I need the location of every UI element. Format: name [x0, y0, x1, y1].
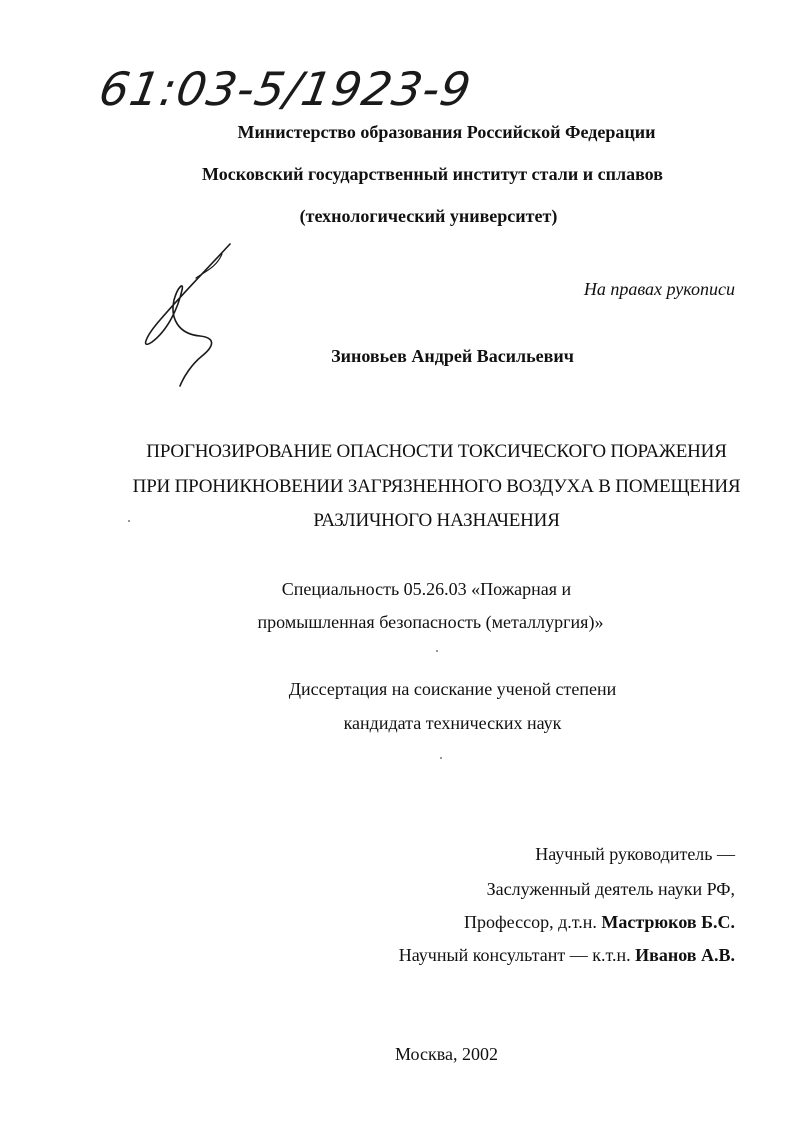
scan-speck	[440, 757, 442, 759]
city-and-year: Москва, 2002	[395, 1044, 498, 1064]
consultant-line	[399, 944, 735, 966]
author-name: Зиновьев Андрей Васильевич	[331, 346, 574, 366]
advisor-title: Профессор, д.т.н.	[463, 912, 602, 932]
scan-speck	[436, 650, 438, 652]
dissertation-title-line-2: ПРИ ПРОНИКНОВЕНИИ ЗАГРЯЗНЕННОГО ВОЗДУХА В ПОМЕЩЕНИЯ	[132, 476, 741, 497]
degree-line-1: Диссертация на соискание ученой степени	[288, 679, 617, 699]
institute-name: Московский государственный институт стали и сплавов	[202, 164, 663, 184]
consultant-name: Иванов А.В.	[635, 945, 735, 965]
advisor-line-3	[464, 911, 735, 933]
specialty-line-1: Специальность 05.26.03 «Пожарная и	[281, 579, 572, 599]
university-subtitle: (технологический университет)	[299, 206, 558, 226]
degree-line-2: кандидата технических наук	[343, 713, 562, 733]
specialty-line-2: промышленная безопасность (металлургия)»	[257, 612, 604, 632]
scan-speck	[128, 520, 130, 522]
advisor-name: Мастрюков Б.С.	[601, 912, 735, 932]
ministry-name: Министерство образования Российской Федерации	[237, 122, 656, 142]
advisor-line-2: Заслуженный деятель науки РФ,	[486, 879, 735, 899]
rights-reserved-note: На правах рукописи	[583, 279, 735, 299]
consultant-title: Научный консультант — к.т.н.	[398, 945, 636, 965]
dissertation-title-line-3: РАЗЛИЧНОГО НАЗНАЧЕНИЯ	[313, 510, 560, 531]
advisor-line-1: Научный руководитель —	[535, 844, 735, 864]
handwritten-registration-number: 61:03-5/1923-9	[95, 62, 476, 116]
dissertation-title-line-1: ПРОГНОЗИРОВАНИЕ ОПАСНОСТИ ТОКСИЧЕСКОГО ПОРАЖЕНИЯ	[146, 441, 727, 462]
